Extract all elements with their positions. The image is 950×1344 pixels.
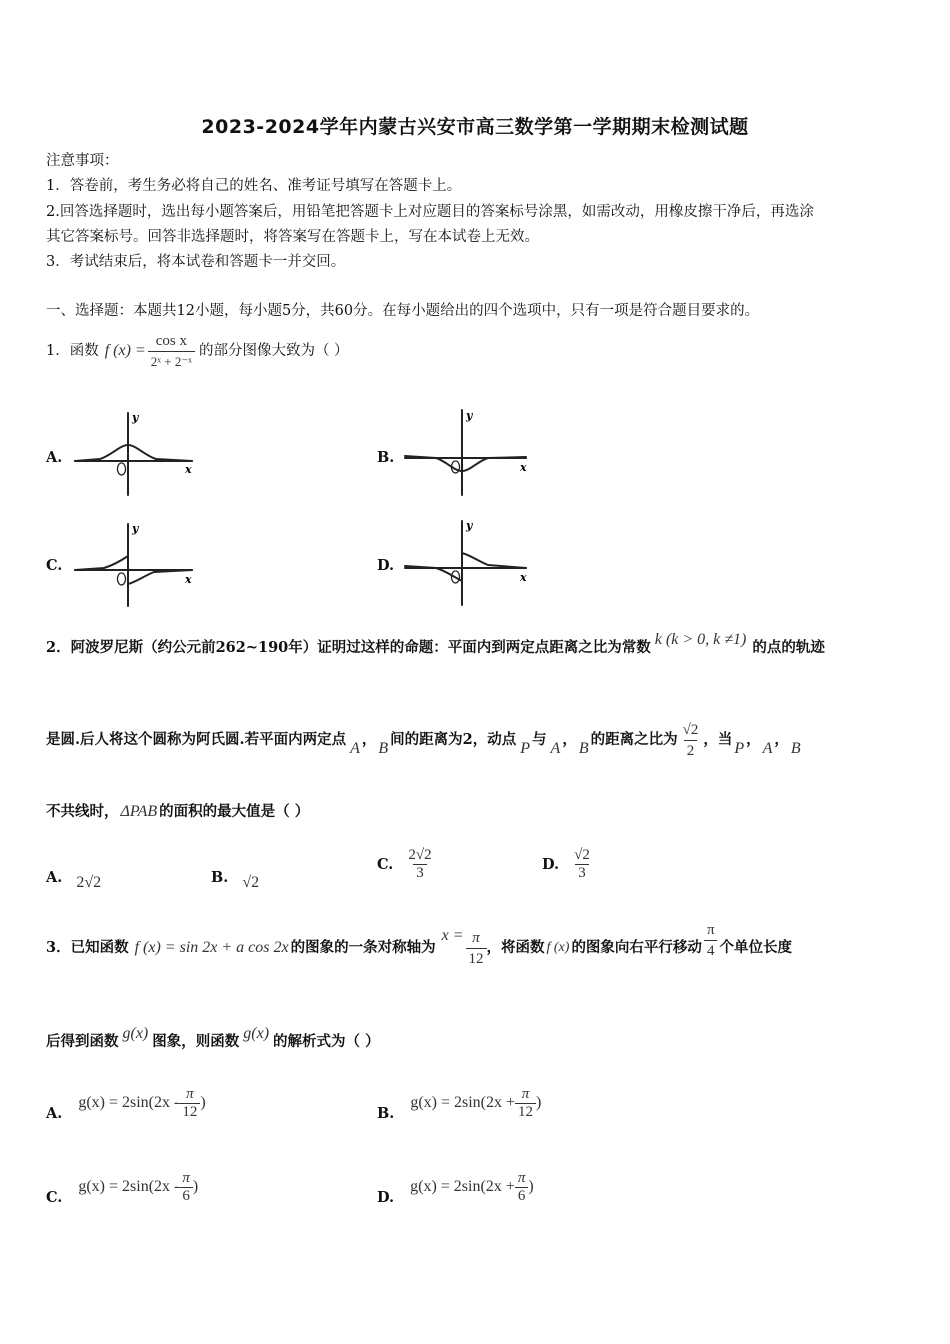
q2-comma-4: ， (774, 731, 789, 748)
q2-point-p-2: P (734, 740, 745, 757)
q3-option-d-label: D. (377, 1188, 395, 1206)
q2-line1: 2．阿波罗尼斯（约公元前262~190年）证明过这样的命题：平面内到两定点距离之比为常数 (46, 639, 651, 656)
q2-ratio (680, 720, 702, 761)
q2-k-expr: k (k > 0, k ≠1) (654, 631, 747, 648)
q2-triangle: ΔPAB (120, 803, 158, 820)
q1-suffix: 的部分图像大致为（ ） (198, 343, 349, 359)
q3-option-c-label: C. (46, 1188, 63, 1206)
graph-b-x-label: x (520, 461, 527, 474)
q3-option-a-num: π (186, 1085, 194, 1102)
question-2-line-3 (46, 800, 309, 824)
q1-prefix: 1．函数 (46, 343, 99, 359)
q2-comma-2: ， (562, 731, 577, 748)
q2-option-b-label: B. (211, 868, 229, 886)
q3-line2-c: 的解析式为（ ） (273, 1033, 380, 1050)
q2-option-c[interactable] (377, 838, 435, 890)
notice-item-3: 3．考试结束后，将本试卷和答题卡一并交回。 (46, 254, 346, 270)
q3-axis-den: 12 (466, 948, 487, 969)
q2-line3-a: 不共线时， (46, 803, 119, 820)
q3-option-d[interactable] (377, 1162, 534, 1212)
q3-option-a-label: A. (46, 1104, 63, 1122)
q2-option-d-label: D. (542, 855, 560, 873)
q3-option-b-fraction (515, 1086, 536, 1121)
q3-option-c-num: π (182, 1169, 190, 1186)
q2-option-c-fraction (405, 847, 434, 882)
q2-line1-end: 的点的轨迹 (752, 639, 825, 656)
graph-c-x-label: x (185, 573, 192, 586)
notice-item-2b: 其它答案标号。回答非选择题时，将答案写在答题卡上，写在本试卷上无效。 (46, 229, 539, 245)
q3-option-d-den: 6 (515, 1187, 529, 1205)
graph-a-x-label: x (185, 463, 192, 476)
q2-point-b: B (378, 740, 389, 757)
q1-graph-c (70, 520, 200, 610)
q3-func: f (x) = sin 2x + a cos 2x (134, 939, 289, 956)
q3-gx-2: g(x) (243, 1025, 270, 1042)
q2-point-b-3: B (790, 740, 801, 757)
q2-option-d-num: √2 (574, 846, 590, 863)
question-1 (46, 328, 349, 374)
q1-graph-d (400, 515, 535, 607)
question-2-line-2 (46, 712, 916, 768)
q2-option-a-label: A. (46, 868, 63, 886)
section-heading: 一、选择题：本题共12小题，每小题5分，共60分。在每小题给出的四个选项中，只有一项是符合题目要求的。 (46, 303, 760, 319)
q2-yu: 与 (532, 731, 547, 748)
q2-comma-3: ， (746, 731, 761, 748)
notice-item-2a: 2.回答选择题时，选出每小题答案后，用铅笔把答题卡上对应题目的答案标号涂黑，如需改动，用橡皮擦干净后，再选涂 (46, 204, 814, 220)
q2-ratio-num: √2 (682, 721, 699, 738)
q2-point-a: A (350, 740, 360, 757)
notice-item-1: 1．答卷前，考生务必将自己的姓名、准考证号填写在答题卡上。 (46, 178, 462, 194)
q2-ratio-den: 2 (684, 740, 698, 761)
q3-axis-lhs: x = (441, 927, 464, 944)
q3-shift-num: π (706, 921, 715, 938)
q3-option-d-pre: g(x) = 2sin(2x + (410, 1178, 515, 1195)
q2-line2-b: 间的距离为2，动点 (390, 731, 517, 748)
q3-option-c-fraction (179, 1170, 193, 1205)
q1-graph-a (70, 405, 200, 500)
q3-option-b-label: B. (377, 1104, 395, 1122)
q3-option-b-post: ) (536, 1094, 542, 1111)
q2-option-d-fraction (571, 847, 593, 882)
graph-b-y-label: y (466, 409, 473, 422)
q3-option-b-pre: g(x) = 2sin(2x + (410, 1094, 516, 1111)
q3-option-a-fraction (179, 1086, 200, 1121)
q3-line2-b: 图象，则函数 (152, 1033, 240, 1050)
q2-option-b[interactable] (211, 862, 259, 892)
q2-line3-b: 的面积的最大值是（ ） (159, 803, 310, 820)
q2-point-a-3: A (762, 740, 773, 757)
q1-option-c-label[interactable]: C. (46, 557, 63, 574)
q1-option-a-label[interactable]: A. (46, 449, 63, 466)
q2-point-a-2: A (550, 740, 561, 757)
q3-mid3: 的图象向右平行移动 (571, 939, 702, 956)
q3-shift-den: 4 (704, 940, 718, 961)
q3-option-d-post: ) (528, 1178, 534, 1195)
q3-option-c-post: ) (192, 1178, 199, 1195)
graph-c-y-label: y (132, 522, 139, 535)
q1-fraction-num: cos x (155, 332, 187, 349)
q2-line2-c: 的距离之比为 (590, 731, 678, 748)
q2-option-c-label: C. (377, 855, 394, 873)
q3-option-c-den: 6 (179, 1187, 193, 1205)
q1-option-d-label[interactable]: D. (377, 557, 395, 574)
q2-point-p: P (520, 740, 531, 757)
notice-heading: 注意事项： (46, 153, 119, 169)
q3-option-d-fraction (515, 1170, 529, 1205)
question-3-line-1 (46, 922, 916, 974)
graph-d-y-label: y (466, 519, 473, 532)
q2-option-c-den: 3 (413, 864, 427, 882)
q3-shift-fraction (704, 920, 718, 961)
q3-gx-1: g(x) (122, 1025, 149, 1042)
q3-end: 个单位长度 (719, 939, 793, 956)
q1-fraction-den: 2ˣ + 2⁻ˣ (148, 351, 195, 372)
q1-fraction (148, 331, 195, 372)
q3-option-d-num: π (517, 1169, 526, 1186)
q3-axis-fraction (466, 928, 487, 969)
q2-option-a-value: 2√2 (76, 874, 102, 891)
q2-option-b-value: √2 (242, 874, 260, 891)
question-3-line-2 (46, 1022, 380, 1062)
q3-mid1: 的图象的一条对称轴为 (290, 939, 436, 956)
q2-option-d-den: 3 (575, 864, 589, 882)
q2-line2-a: 是圆.后人将这个圆称为阿氏圆.若平面内两定点 (46, 731, 347, 748)
q2-option-d[interactable] (542, 838, 593, 890)
q2-dang: ，当 (703, 731, 733, 748)
q2-comma-1: ， (361, 731, 377, 748)
q3-option-b[interactable] (377, 1078, 541, 1128)
question-2-line-1 (46, 628, 916, 668)
q3-axis-num: π (472, 929, 480, 946)
q3-option-c[interactable] (46, 1162, 198, 1212)
q1-func: f (x) = (104, 342, 146, 359)
graph-d-x-label: x (520, 571, 527, 584)
q3-option-b-den: 12 (515, 1103, 536, 1121)
q2-option-c-num: 2√2 (408, 846, 432, 863)
q3-fx: f (x) (546, 940, 570, 955)
q1-graph-b (400, 405, 535, 500)
q2-point-b-2: B (578, 740, 589, 757)
page-title: 2023-2024学年内蒙古兴安市高三数学第一学期期末检测试题 (201, 116, 749, 138)
q3-option-a-pre: g(x) = 2sin(2x - (78, 1094, 180, 1111)
q3-option-a-den: 12 (179, 1103, 200, 1121)
q3-option-c-pre: g(x) = 2sin(2x - (78, 1178, 180, 1195)
q2-option-a[interactable] (46, 862, 101, 892)
q3-line2-a: 后得到函数 (46, 1033, 119, 1050)
q3-prefix: 3．已知函数 (46, 939, 129, 956)
q3-option-a[interactable] (46, 1078, 206, 1128)
q1-option-b-label[interactable]: B. (377, 449, 395, 466)
q3-mid2: ，将函数 (486, 939, 545, 956)
q3-option-b-num: π (521, 1085, 530, 1102)
q3-option-a-post: ) (200, 1094, 206, 1111)
graph-a-y-label: y (132, 411, 139, 424)
